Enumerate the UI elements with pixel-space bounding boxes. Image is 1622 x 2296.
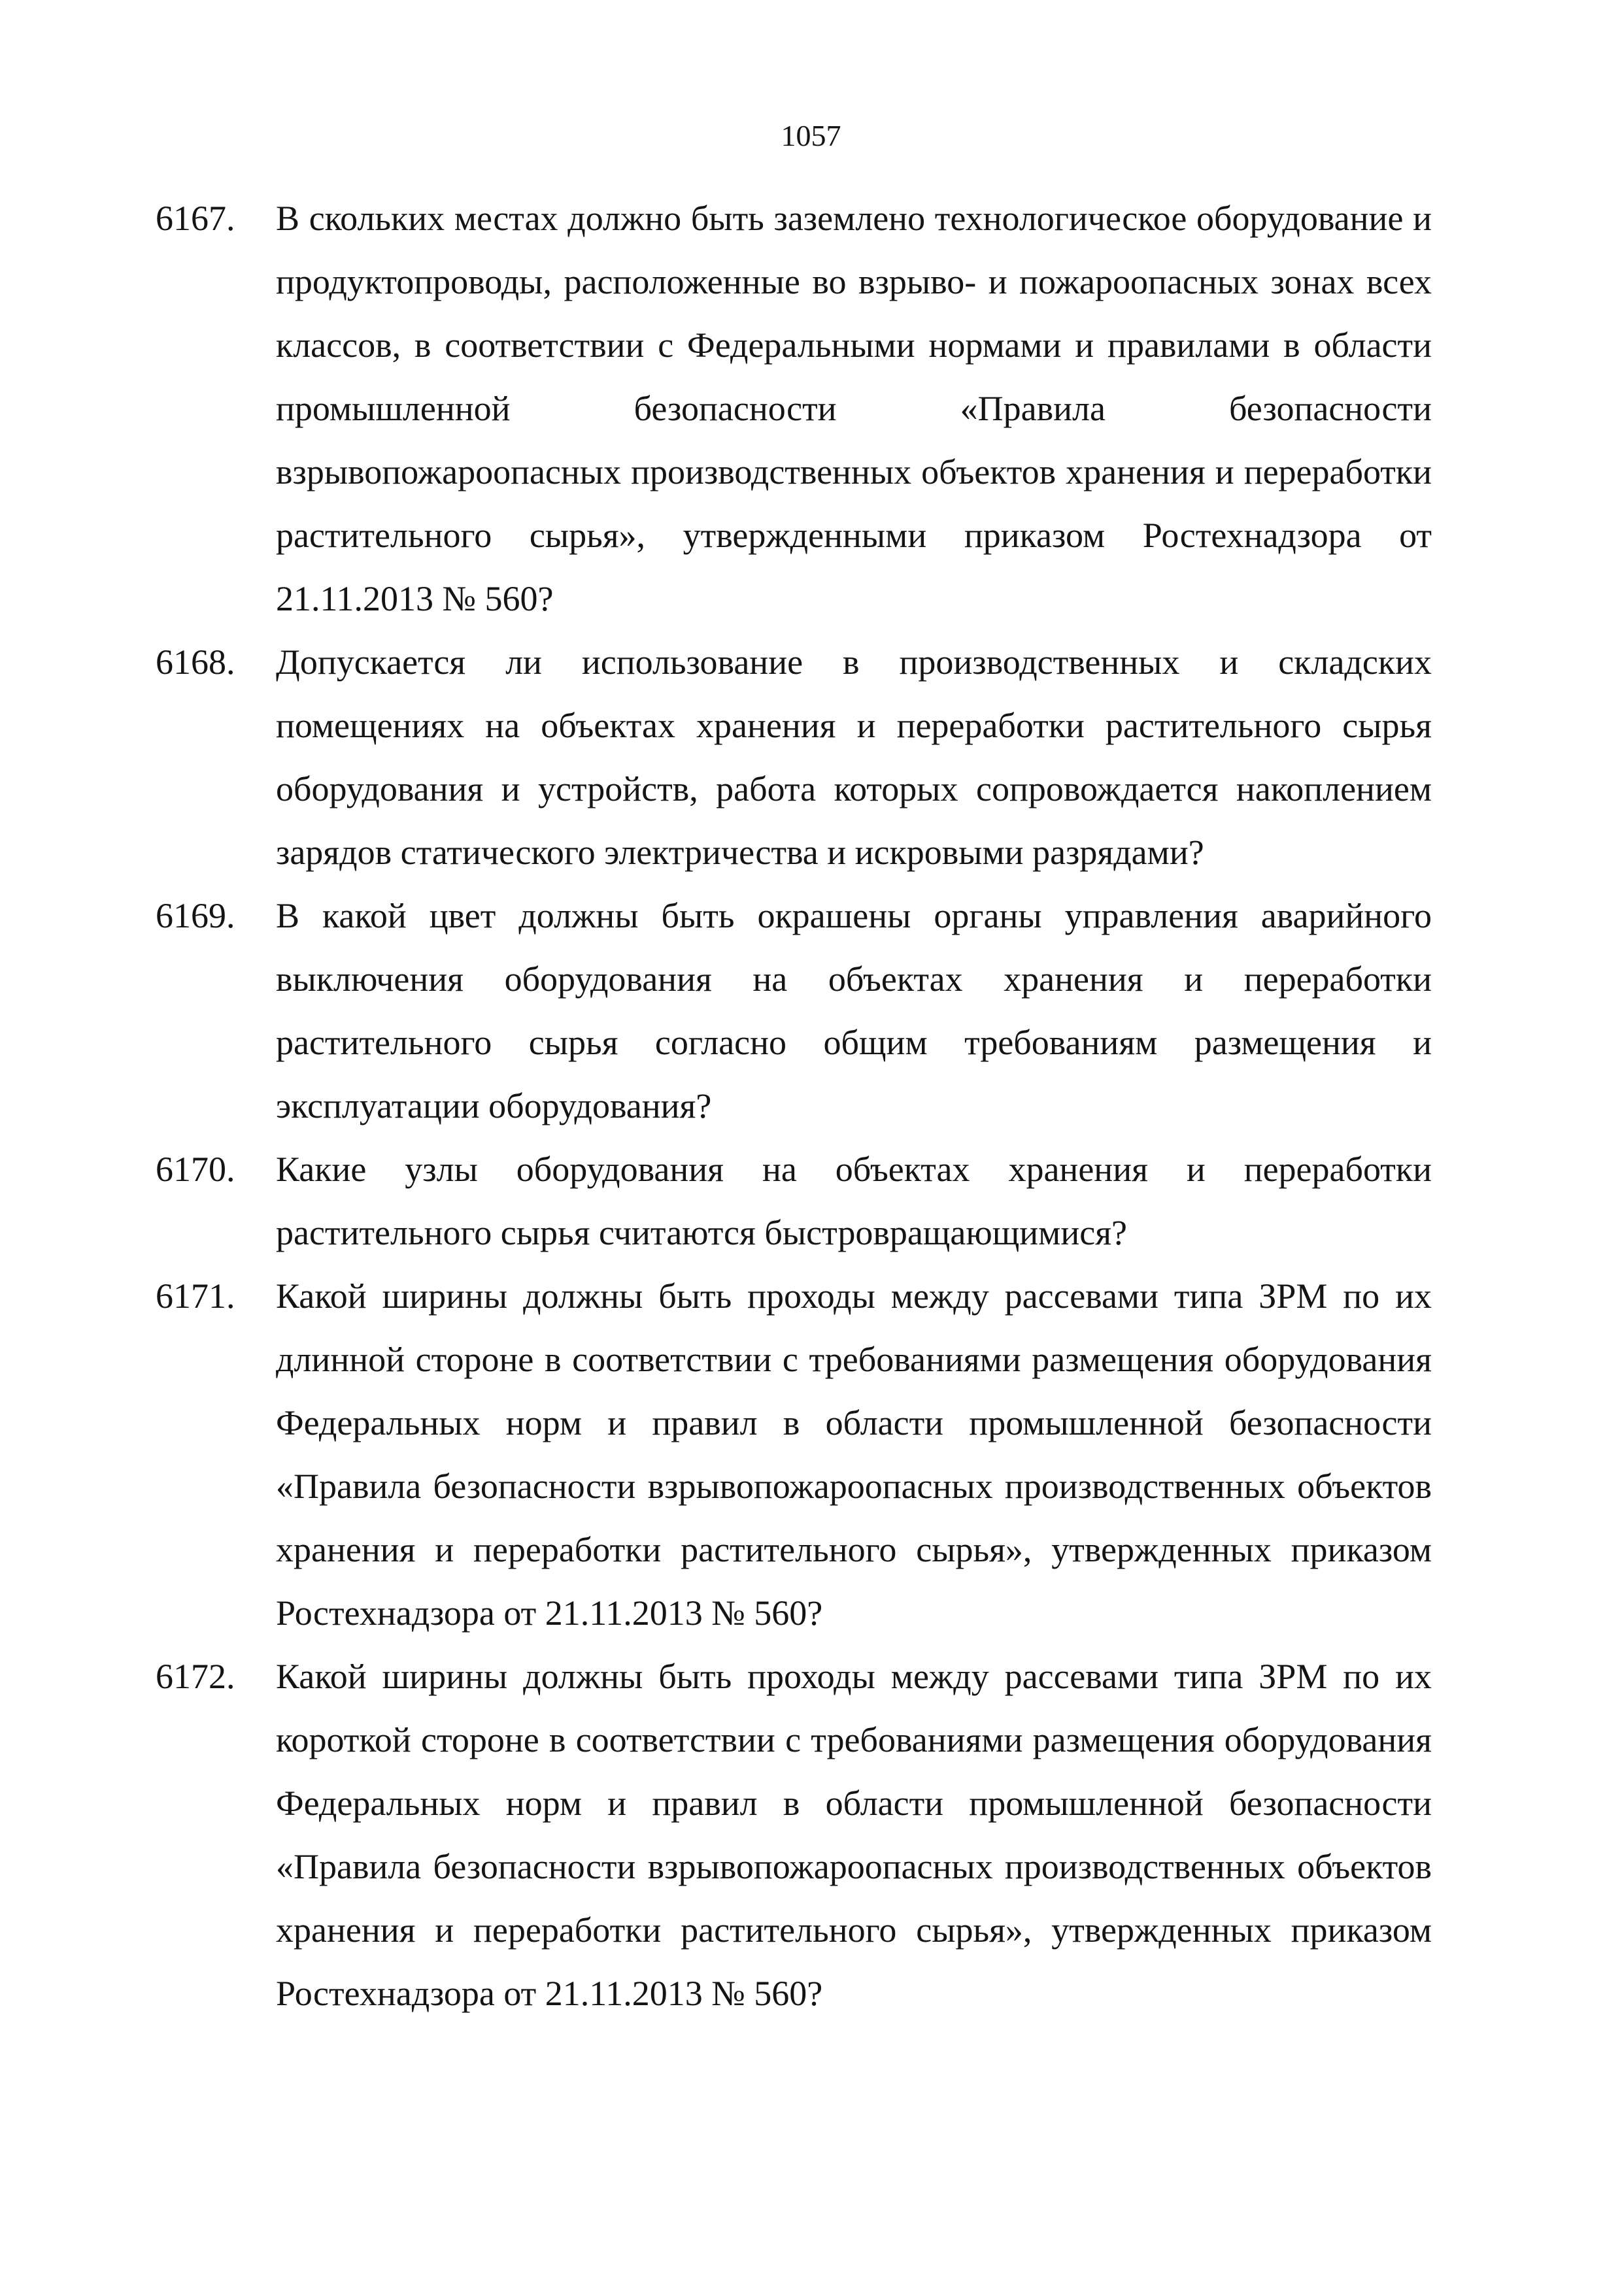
question-item [156, 1645, 1432, 2025]
question-list [156, 187, 1432, 2025]
question-item [156, 884, 1432, 1138]
question-number: 6171. [156, 1276, 235, 1316]
question-text: Какой ширины должны быть проходы между рассевами типа ЗРМ по их длинной стороне в соответствии с требованиями размещения оборудования Федеральных норм и правил в области промышленной безопасности «Правила безопасности взрывопожароопасных производственных объектов хранения и переработки растительного сырья», утвержденных приказом Ростехнадзора от 21.11.2013 № 560? [276, 1276, 1432, 1633]
question-item [156, 1265, 1432, 1645]
question-text: В скольких местах должно быть заземлено технологическое оборудование и продуктопроводы, расположенные во взрыво- и пожароопасных зонах всех классов, в соответствии с Федеральными нормами и правилами в области промышленной безопасности «Правила безопасности взрывопожароопасных производственных объектов хранения и переработки растительного сырья», утвержденными приказом Ростехнадзора от 21.11.2013 № 560? [276, 199, 1432, 618]
question-number: 6170. [156, 1150, 235, 1189]
question-item [156, 187, 1432, 631]
page-number: 1057 [781, 119, 841, 152]
question-number: 6167. [156, 199, 235, 238]
question-text: Какой ширины должны быть проходы между рассевами типа ЗРМ по их короткой стороне в соответствии с требованиями размещения оборудования Федеральных норм и правил в области промышленной безопасности «Правила безопасности взрывопожароопасных производственных объектов хранения и переработки растительного сырья», утвержденных приказом Ростехнадзора от 21.11.2013 № 560? [276, 1657, 1432, 2013]
question-number: 6172. [156, 1657, 235, 1696]
question-item [156, 1138, 1432, 1265]
question-number: 6168. [156, 642, 235, 682]
question-text: Какие узлы оборудования на объектах хранения и переработки растительного сырья считаются быстровращающимися? [276, 1150, 1432, 1252]
question-item [156, 631, 1432, 884]
question-text: Допускается ли использование в производственных и складских помещениях на объектах хранения и переработки растительного сырья оборудования и устройств, работа которых сопровождается накоплением зарядов статического электричества и искровыми разрядами? [276, 642, 1432, 872]
question-text: В какой цвет должны быть окрашены органы управления аварийного выключения оборудования на объектах хранения и переработки растительного сырья согласно общим требованиям размещения и эксплуатации оборудования? [276, 896, 1432, 1125]
question-number: 6169. [156, 896, 235, 935]
